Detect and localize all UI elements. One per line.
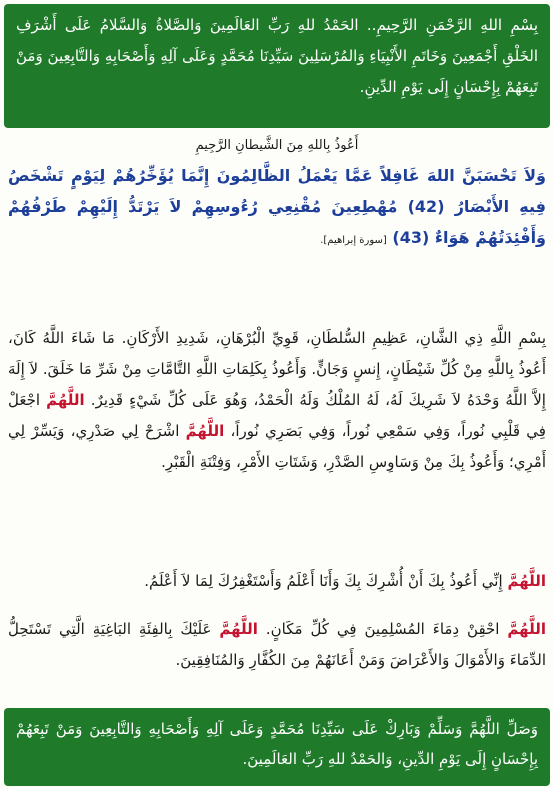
verse-42-text: وَلاَ تَحْسَبَنَّ اللهَ غَافِلاً عَمَّا يَعْمَلُ الظَّالِمُونَ إِنَّمَا يُؤَخِّرُهُمْ لِيَوْمٍ تَشْخَصُ فِيهِ الأَبْصَارُ	[8, 166, 546, 216]
bottom-banner	[4, 708, 550, 786]
allahumma-label: اللَّهُمَّ	[219, 620, 258, 638]
istiadha-line: أَعُوذُ بِاللهِ مِنَ الشَّيطانِ الرَّجِيمِ	[195, 138, 359, 153]
top-banner	[4, 4, 550, 128]
allahumma-label: اللَّهُمَّ	[507, 572, 546, 590]
allahumma-label: اللَّهُمَّ	[185, 422, 225, 440]
verse-43-text: مُهْطِعِينَ مُقْنِعِي رُءُوسِهِمْ لاَ يَرْتَدُّ إِلَيْهِمْ طَرْفُهُمْ وَأَفْئِدَتُهُمْ هَوَاءٌ	[8, 197, 546, 247]
dua-3-text-2: عَلَيْكَ بِالفِئَةِ البَاغِيَةِ الَّتِي تَسْتَحِلُّ الدِّمَاءَ وَالأَمْوَالَ وَالأَعْرَاضَ وَمَنْ أَعَانَهُمْ مِنَ الكُفَّارِ وَالمُنَافِقِينَ.	[8, 620, 546, 669]
top-banner-text: بِسْمِ اللهِ الرَّحْمَنِ الرَّحِيمِ.. الحَمْدُ للهِ رَبِّ العَالَمِينَ وَالصَّلاةُ وَالسَّلامُ عَلَى أَشْرَفِ الخَلْقِ أَجْمَعِينَ وَخَاتَمِ الأَنْبِيَاءِ وَالمُرْسَلِينَ سَيِّدِنَا مُحَمَّدٍ وَعَلَى آلِهِ وَأَصْحَابِهِ وَالتَّابِعِينَ وَمَنْ تَبِعَهُمْ بِإِحْسَانٍ إِلَى يَوْمِ الدِّينِ.	[16, 16, 538, 96]
dua-2-text: إِنِّي أَعُوذُ بِكَ أَنْ أُشْرِكَ بِكَ وَأَنَا أَعْلَمُ وَأَسْتَغْفِرُكَ لِمَا لاَ أَعْلَمُ.	[144, 572, 503, 590]
dua-paragraph-2	[8, 566, 546, 597]
allahumma-label: اللَّهُمَّ	[46, 391, 85, 409]
dua-1-light-text: اجْعَلْ فِي قَلْبِي نُوراً، وَفِي سَمْعِي نُوراً، وَفِي بَصَرِي نُوراً،	[8, 391, 546, 440]
surah-reference: [سورة إبراهيم].	[320, 235, 387, 246]
allahumma-label: اللَّهُمَّ	[507, 620, 546, 638]
dua-paragraph-1	[8, 323, 546, 478]
dua-3-text-1: احْقِنْ دِمَاءَ المُسْلِمِينَ فِي كُلِّ مَكَانٍ.	[265, 620, 500, 638]
bottom-banner-text: وَصَلِّ اللَّهُمَّ وَسَلِّمْ وَبَارِكْ عَلَى سَيِّدِنَا مُحَمَّدٍ وَعَلَى آلِهِ وَأَصْحَابِهِ وَالتَّابِعِينَ وَمَنْ تَبِعَهُمْ بِإِحْسَانٍ إِلَى يَوْمِ الدِّينِ، وَالحَمْدُ للهِ رَبِّ العَالَمِينَ.	[16, 720, 538, 768]
verse-number-43: (43)	[392, 228, 430, 247]
quran-verse	[8, 160, 546, 256]
dua-1-sharh-text: اشْرَحْ لِي صَدْرِي، وَيَسِّرْ لِي أَمْرِي؛ وَأَعُوذُ بِكَ مِنْ وَسَاوِسِ الصَّدْرِ، وَشَتَاتِ الأَمْرِ، وَفِتْنَةِ الْقَبْرِ.	[8, 422, 546, 471]
dua-1-text: بِسْمِ اللَّهِ ذِي الشَّانِ، عَظِيمِ السُّلطَانِ، قَوِيِّ الْبُرْهَانِ، شَدِيدِ الأَرْكَانِ. مَا شَاءَ اللَّهُ كَانَ، أَعُوذُ بِاللَّهِ مِنْ كُلِّ شَيْطَانٍ، إِنسٍ وَجَانٍّ. وَأَعُوذُ بِكَلِمَاتِ اللَّهِ التَّامَّاتِ مِنْ شَرِّ مَا خَلَقَ. لاَ إِلَهَ إِلاَّ اللَّهُ وَحْدَهُ لاَ شَرِيكَ لَهُ، لَهُ المُلْكُ وَلَهُ الْحَمْدُ، وَهُوَ عَلَى كُلِّ شَيْءٍ قَدِيرٌ.	[8, 329, 546, 409]
verse-number-42: (42)	[407, 197, 445, 216]
dua-paragraph-3	[8, 614, 546, 676]
